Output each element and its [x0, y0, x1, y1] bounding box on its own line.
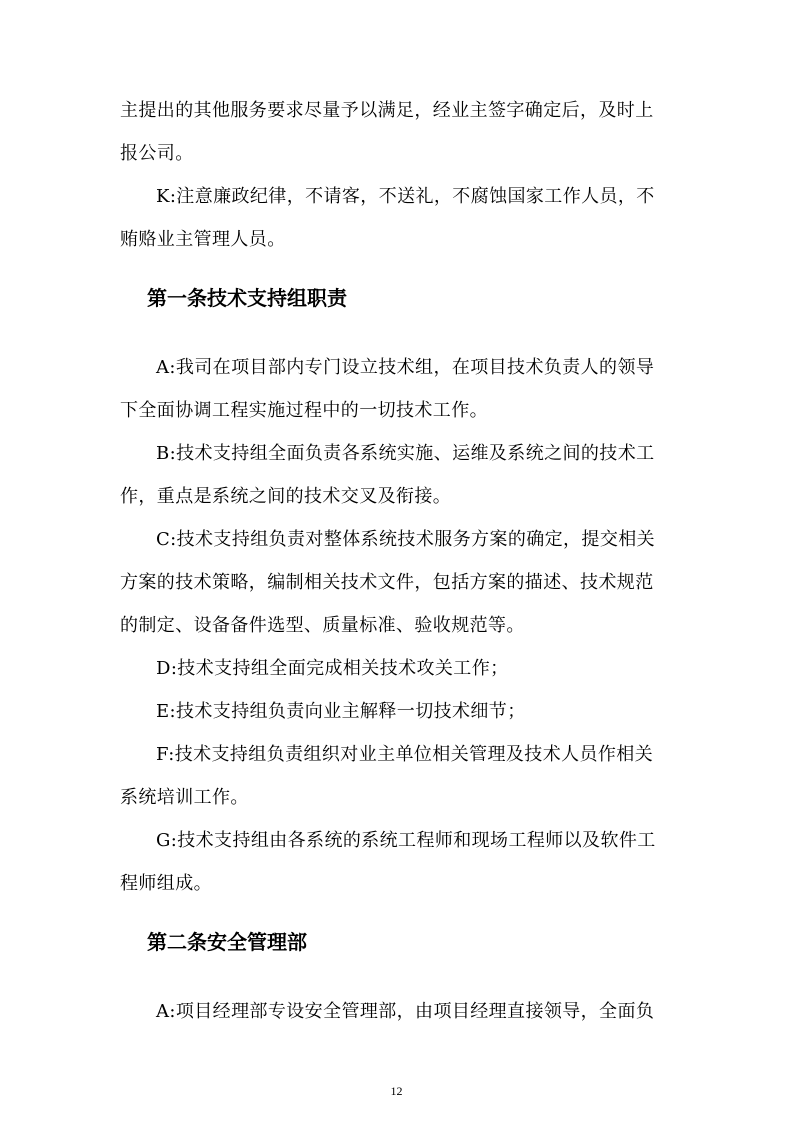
paragraph-line: A:项目经理部专设安全管理部，由项目经理直接领导，全面负 [156, 1001, 655, 1022]
paragraph-line: A:我司在项目部内专门设立技术组，在项目技术负责人的领导 [156, 357, 655, 378]
paragraph-line: D:技术支持组全面完成相关技术攻关工作； [156, 658, 509, 679]
paragraph-line: 方案的技术策略，编制相关技术文件，包括方案的描述、技术规范 [120, 572, 654, 593]
paragraph-line: 报公司。 [120, 143, 194, 164]
paragraph-line: 的制定、设备备件选型、质量标准、验收规范等。 [120, 615, 525, 636]
paragraph-line: G:技术支持组由各系统的系统工程师和现场工程师以及软件工 [156, 830, 656, 851]
paragraph-line: C:技术支持组负责对整体系统技术服务方案的确定，提交相关 [156, 529, 656, 550]
paragraph-line: B:技术支持组全面负责各系统实施、运维及系统之间的技术工 [156, 443, 655, 464]
section-heading: 第二条安全管理部 [147, 930, 307, 954]
paragraph-line: K:注意廉政纪律，不请客，不送礼，不腐蚀国家工作人员，不 [156, 186, 655, 207]
paragraph-line: E:技术支持组负责向业主解释一切技术细节； [156, 701, 526, 722]
paragraph-line: 系统培训工作。 [120, 787, 249, 808]
paragraph-line: F:技术支持组负责组织对业主单位相关管理及技术人员作相关 [156, 744, 654, 765]
paragraph-line: 下全面协调工程实施过程中的一切技术工作。 [120, 400, 488, 421]
paragraph-line: 程师组成。 [120, 873, 212, 894]
page-number: 12 [390, 1084, 403, 1098]
paragraph-line: 作，重点是系统之间的技术交叉及衔接。 [120, 486, 452, 507]
paragraph-line: 贿赂业主管理人员。 [120, 229, 286, 250]
section-heading: 第一条技术支持组职责 [147, 286, 347, 310]
paragraph-line: 主提出的其他服务要求尽量予以满足，经业主签字确定后，及时上 [120, 100, 654, 121]
